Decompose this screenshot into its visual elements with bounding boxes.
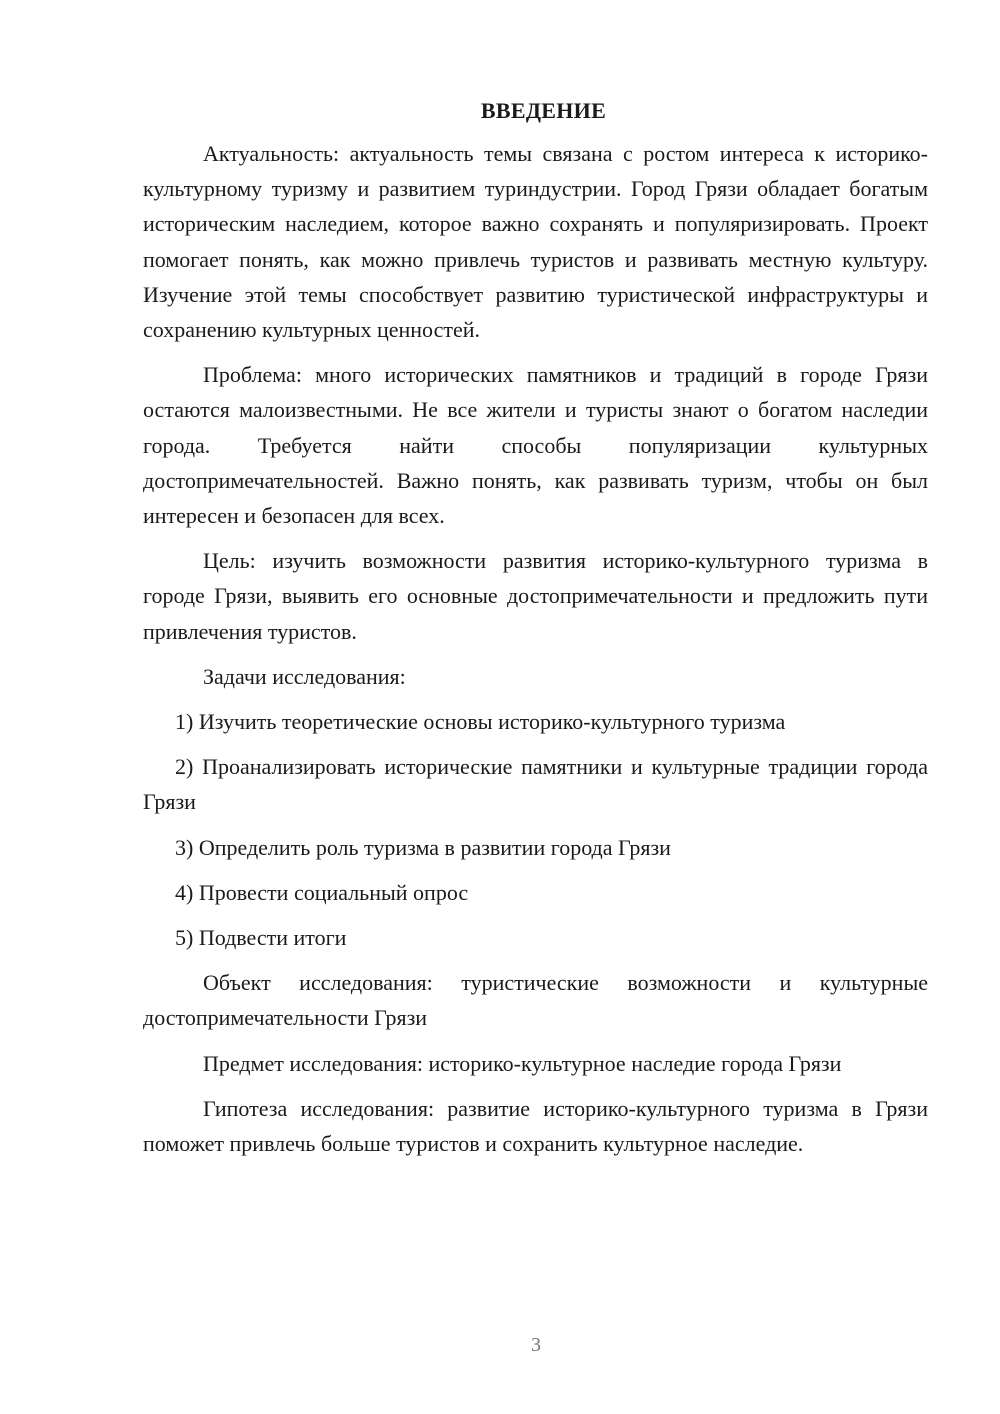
task-item: 2) Проанализировать исторические памятники и культурные традиции города Грязи bbox=[143, 754, 928, 815]
page-number: 3 bbox=[531, 1334, 541, 1356]
section-title: ВВЕДЕНИЕ bbox=[480, 98, 607, 123]
relevance-paragraph: Актуальность: актуальность темы связана с ростом интереса к историко-культурному туризму и развитием туриндустрии. Город Грязи обладает богатым историческим наследием, которое важно сохранять и популяризировать. Проект помогает понять, как можно привлечь туристов и развивать местную культуру. Изучение этой темы способствует развитию туристической инфраструктуры и сохранению культурных ценностей. bbox=[143, 141, 928, 343]
tasks-heading: Задачи исследования: bbox=[203, 663, 406, 689]
task-item: 1) Изучить теоретические основы историко-культурного туризма bbox=[175, 709, 786, 735]
goal-paragraph: Цель: изучить возможности развития историко-культурного туризма в городе Грязи, выявить его основные достопримечательности и предложить пути привлечения туристов. bbox=[143, 548, 928, 644]
subject-paragraph: Предмет исследования: историко-культурное наследие города Грязи bbox=[203, 1050, 842, 1076]
task-item: 4) Провести социальный опрос bbox=[175, 879, 469, 905]
task-item: 3) Определить роль туризма в развитии города Грязи bbox=[175, 834, 671, 860]
hypothesis-paragraph: Гипотеза исследования: развитие историко-культурного туризма в Грязи поможет привлечь больше туристов и сохранить культурное наследие. bbox=[143, 1095, 928, 1157]
document-page bbox=[143, 96, 928, 1171]
object-paragraph: Объект исследования: туристические возможности и культурные достопримечательности Грязи bbox=[143, 970, 928, 1031]
problem-paragraph: Проблема: много исторических памятников и традиций в городе Грязи остаются малоизвестными. Не все жители и туристы знают о богатом наследии города. Требуется найти способы популяризации культурных достопримечательностей. Важно понять, как развивать туризм, чтобы он был интересен и безопасен для всех. bbox=[143, 362, 928, 529]
task-item: 5) Подвести итоги bbox=[175, 925, 347, 951]
